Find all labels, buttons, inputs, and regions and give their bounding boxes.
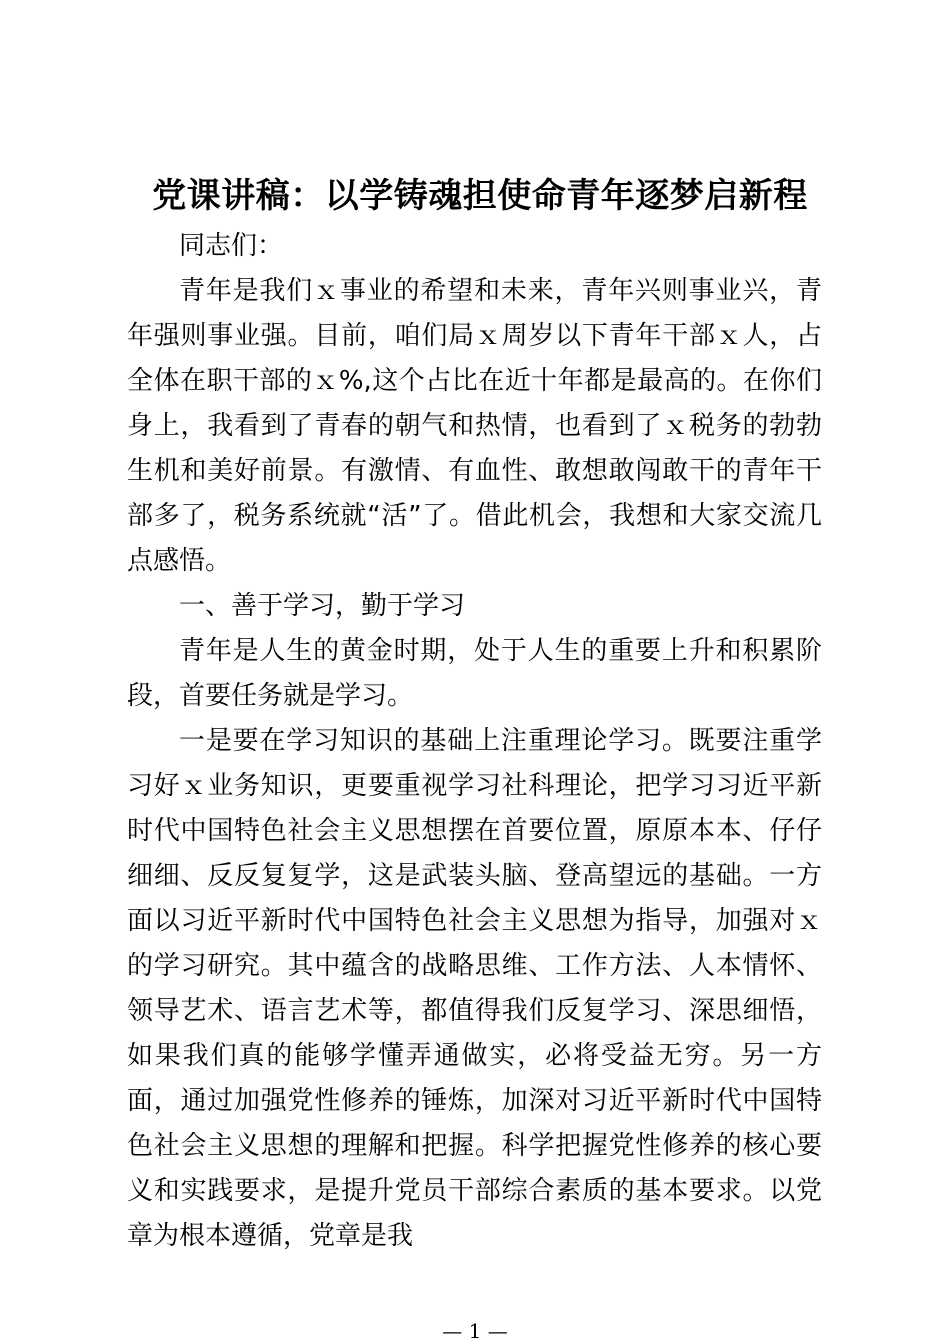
document-body bbox=[127, 224, 822, 1259]
page-number: — 1 — bbox=[442, 1319, 508, 1343]
document-title: 党课讲稿：以学铸魂担使命青年逐梦启新程 bbox=[152, 176, 808, 216]
section-heading: 一、善于学习，勤于学习 bbox=[179, 591, 466, 621]
intro-paragraph: 青年是我们ｘ事业的希望和未来，青年兴则事业兴，青年强则事业强。目前，咱们局ｘ周岁以下青年干部ｘ人，占全体在职干部的ｘ%,这个占比在近十年都是最高的。在你们身上，我看到了青春的朝气和热情，也看到了ｘ税务的勃勃生机和美好前景。有激情、有血性、敢想敢闯敢干的青年干部多了，税务系统就“活”了。借此机会，我想和大家交流几点感悟。 bbox=[127, 276, 822, 576]
point-one-paragraph: 一是要在学习知识的基础上注重理论学习。既要注重学习好ｘ业务知识，更要重视学习社科理论，把学习习近平新时代中国特色社会主义思想摆在首要位置，原原本本、仔仔细细、反反复复学，这是武装头脑、登高望远的基础。一方面以习近平新时代中国特色社会主义思想为指导，加强对ｘ的学习研究。其中蕴含的战略思维、工作方法、人本情怀、领导艺术、语言艺术等，都值得我们反复学习、深思细悟，如果我们真的能够学懂弄通做实，必将受益无穷。另一方面，通过加强党性修养的锤炼，加深对习近平新时代中国特色社会主义思想的理解和把握。科学把握党性修养的核心要义和实践要求，是提升党员干部综合素质的基本要求。以党章为根本遵循，党章是我 bbox=[127, 726, 822, 1251]
section-intro-paragraph: 青年是人生的黄金时期，处于人生的重要上升和积累阶段，首要任务就是学习。 bbox=[127, 636, 822, 711]
salutation-paragraph: 同志们： bbox=[179, 231, 284, 261]
